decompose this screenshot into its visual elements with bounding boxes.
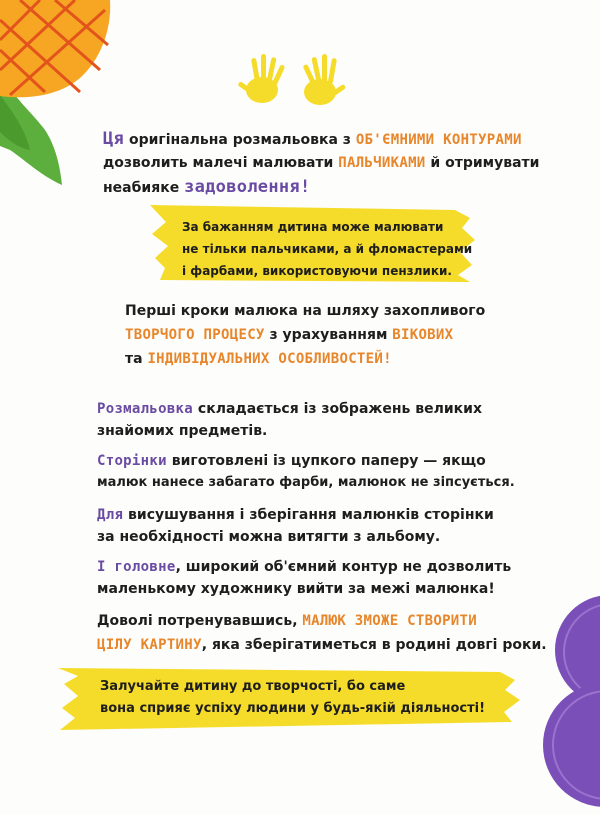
- highlight-phrase: ІНДИВІДУАЛЬНИХ ОСОБЛИВОСТЕЙ!: [147, 351, 392, 367]
- highlight-phrase: ТВОРЧОГО ПРОЦЕСУ: [125, 327, 265, 343]
- paragraph-4-line-2: маленькому художнику вийти за межі малюнка!: [97, 581, 495, 597]
- paragraph-4-line-1: І головне, широкий об'ємний контур не дозволить: [97, 559, 512, 575]
- highlight-phrase: МАЛЮК ЗМОЖЕ СТВОРИТИ: [302, 613, 477, 629]
- paragraph-1-line-2: знайомих предметів.: [97, 423, 268, 439]
- handprints-icon: [237, 54, 346, 105]
- highlight-word: задоволення!: [184, 177, 311, 197]
- paragraph-2-line-1: Сторінки виготовлені із цупкого паперу — якщо: [97, 453, 486, 469]
- paragraph-5-line-1: Доволі потренувавшись, МАЛЮК ЗМОЖЕ СТВОРИТИ: [97, 613, 477, 629]
- highlight-phrase: ОБ'ЄМНИМИ КОНТУРАМИ: [355, 132, 522, 148]
- paragraph-3-line-2: за необхідності можна витягти з альбому.: [97, 529, 441, 545]
- note-line-3: і фарбами, використовуючи пензлики.: [182, 264, 452, 278]
- intro-line-1: Ця оригінальна розмальовка з ОБ'ЄМНИМИ КОНТУРАМИ: [103, 129, 522, 149]
- paragraph-1-line-1: Розмальовка складається із зображень великих: [97, 401, 482, 417]
- paragraph-2-line-2: малюк нанесе забагато фарби, малюнок не зіпсується.: [97, 475, 515, 490]
- highlight-word: ВІКОВИХ: [392, 327, 454, 343]
- note-line-1: За бажанням дитина може малювати: [182, 220, 444, 234]
- paragraph-5-line-2: ЦІЛУ КАРТИНУ, яка зберігатиметься в родині довгі роки.: [97, 637, 547, 653]
- purple-circle-icon: [543, 595, 600, 807]
- intro-line-2: дозволить малечі малювати ПАЛЬЧИКАМИ й отримувати: [103, 155, 540, 171]
- highlight-word: І головне: [97, 559, 176, 575]
- intro-line-3: неабияке задоволення!: [103, 177, 311, 197]
- highlight-word: Розмальовка: [97, 401, 194, 417]
- paragraph-3-line-1: Для висушування і зберігання малюнків сторінки: [97, 507, 494, 523]
- highlight-word: Для: [97, 507, 124, 523]
- note-line-2: не тільки пальчиками, а й фломастерами: [182, 242, 473, 256]
- highlight-word: Сторінки: [97, 453, 167, 469]
- footer-line-1: Залучайте дитину до творчості, бо саме: [100, 679, 406, 694]
- steps-line-2: ТВОРЧОГО ПРОЦЕСУ з урахуванням ВІКОВИХ: [125, 327, 454, 343]
- pineapple-icon: [0, 0, 110, 185]
- footer-line-2: вона сприяє успіху людини у будь-якій діяльності!: [100, 701, 486, 716]
- steps-line-3: та ІНДИВІДУАЛЬНИХ ОСОБЛИВОСТЕЙ!: [125, 351, 392, 367]
- highlight-word: Ця: [103, 129, 125, 149]
- highlight-word: ПАЛЬЧИКАМИ: [338, 155, 426, 171]
- steps-line-1: Перші кроки малюка на шляху захопливого: [125, 303, 486, 319]
- highlight-phrase: ЦІЛУ КАРТИНУ: [97, 637, 202, 653]
